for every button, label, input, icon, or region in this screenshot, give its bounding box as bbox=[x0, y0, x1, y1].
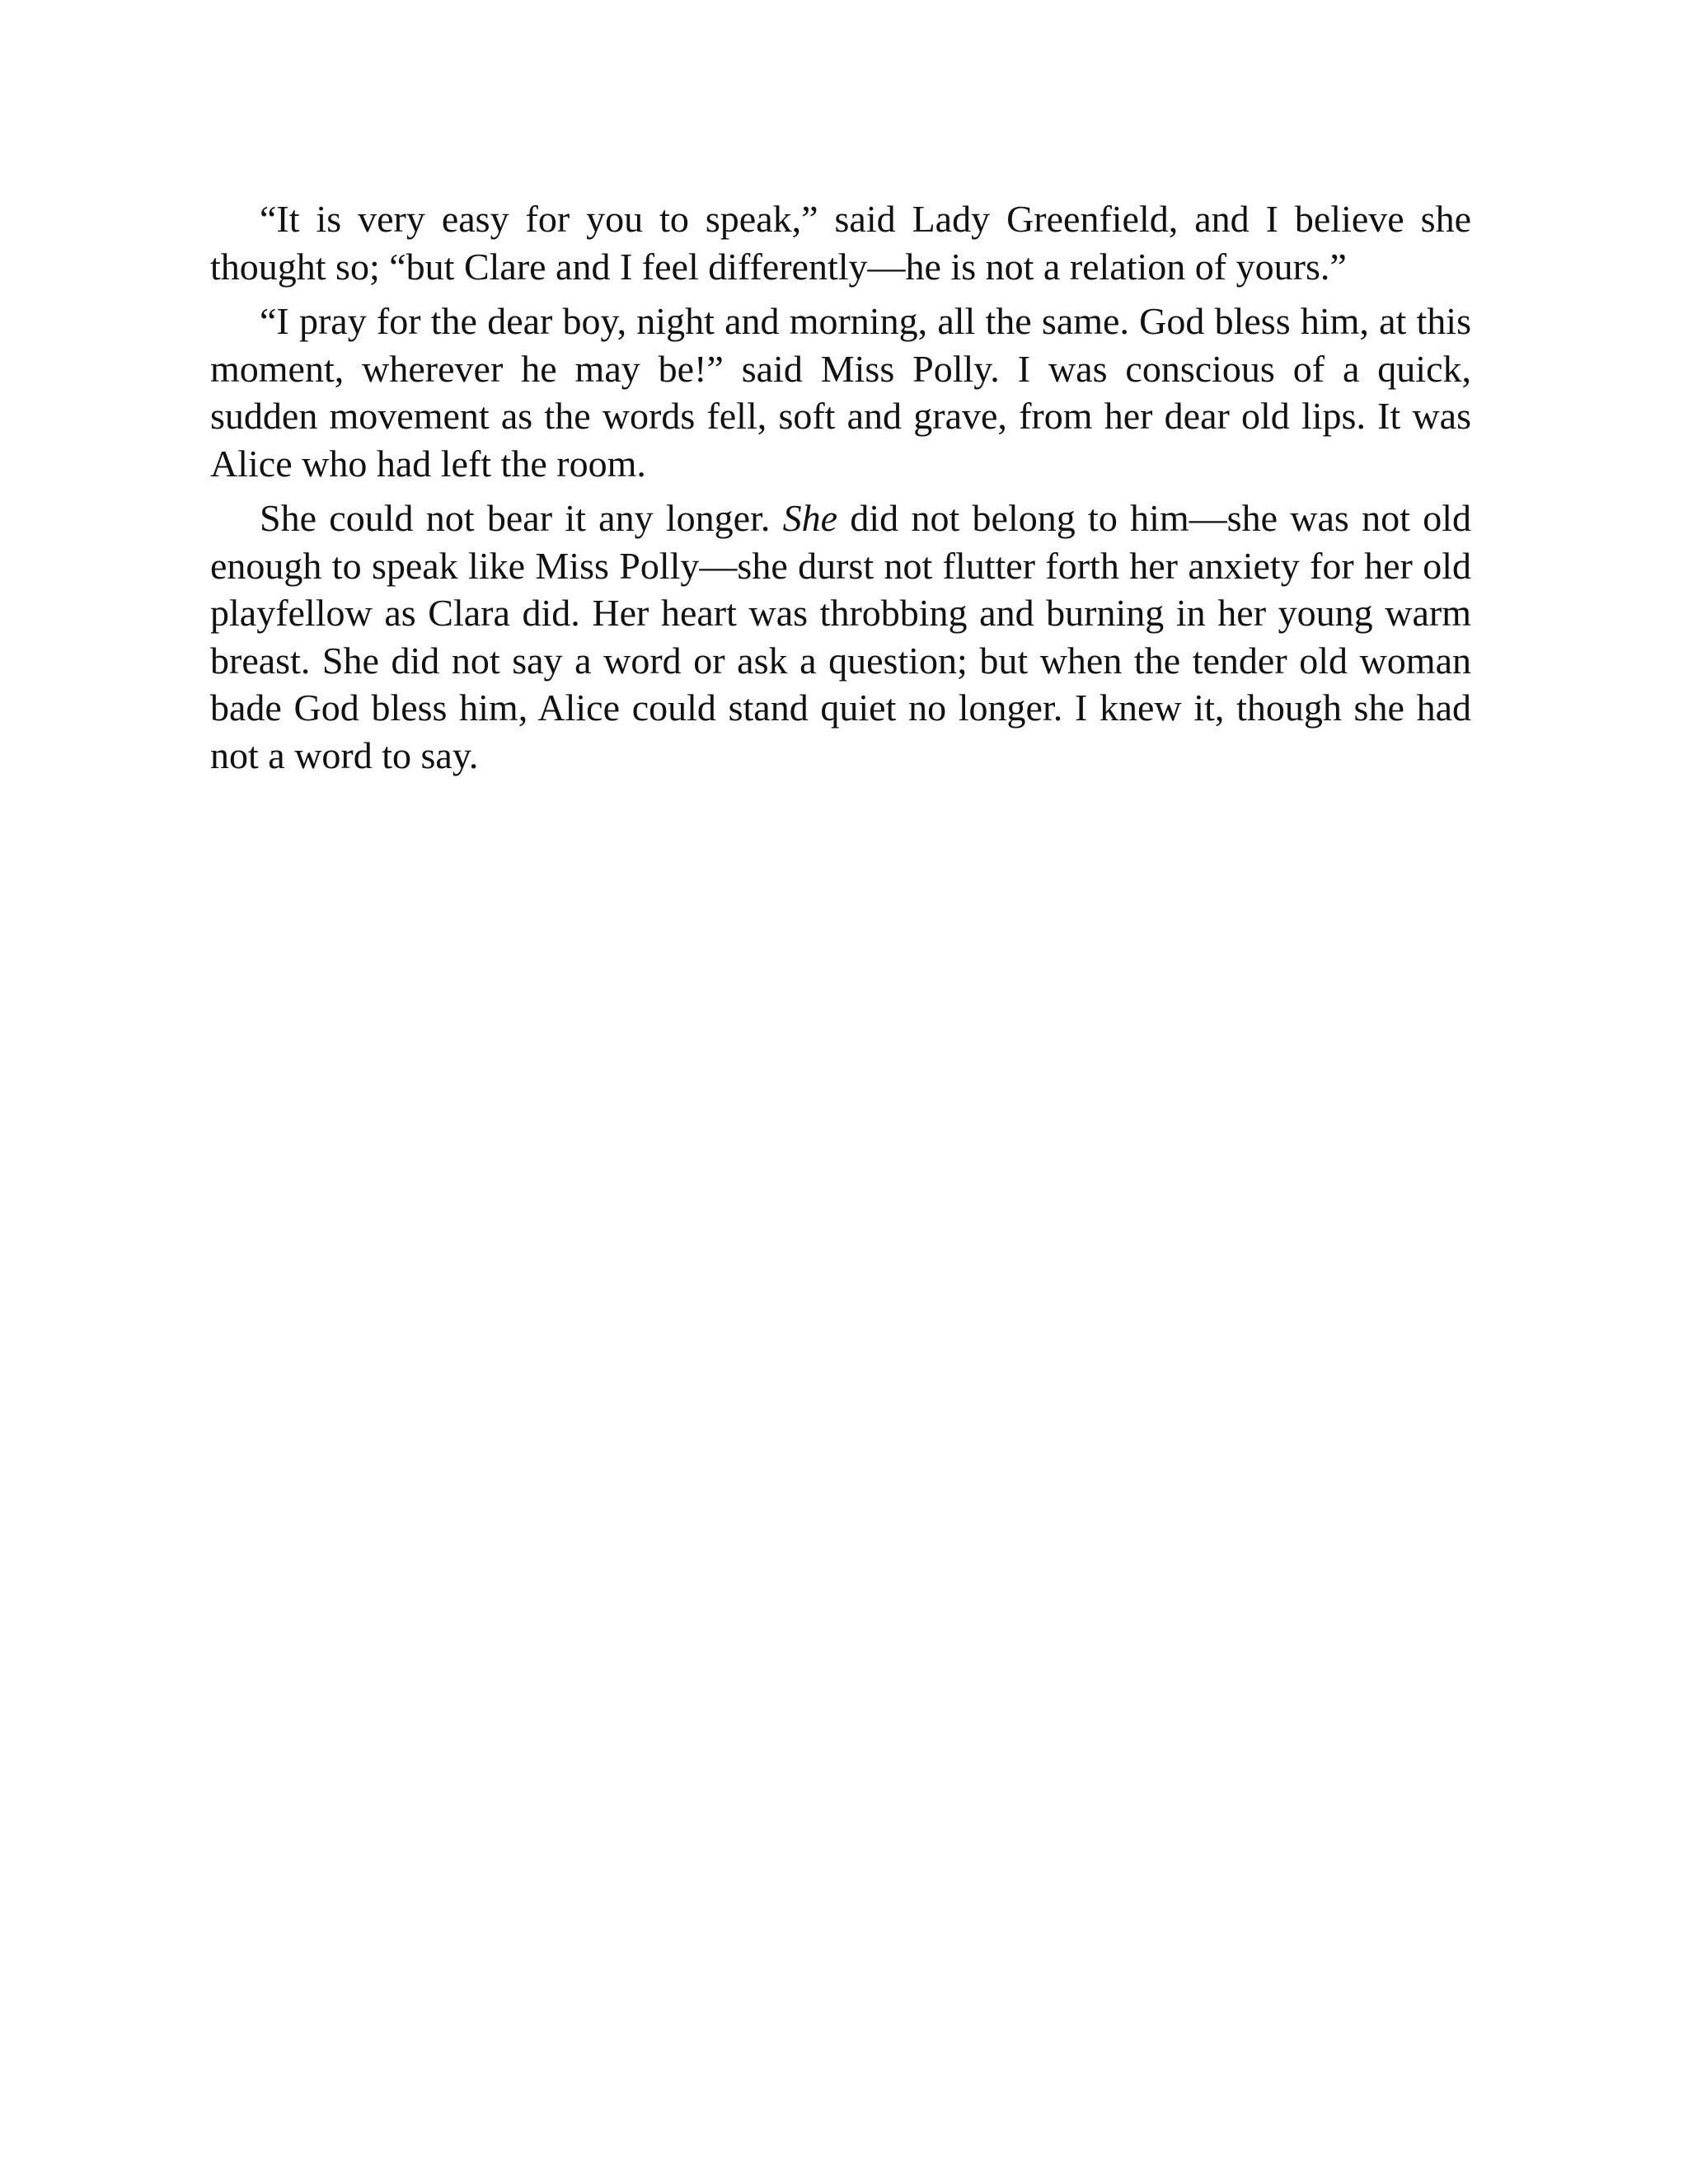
paragraph-3-text-after: did not belong to him—she was not old enough to speak like Miss Polly—she durst not flutter forth her anxiety for her old playfellow as Clara did. Her heart was throbbing and burning in her young warm breast. She did not say a word or ask a question; but when the tender old woman bade God bless him, Alice could stand quiet no longer. I knew it, though she had not a word to say. bbox=[210, 497, 1471, 776]
body-text bbox=[210, 195, 1471, 786]
paragraph-3-emphasis: She bbox=[782, 497, 838, 539]
paragraph-3-text-before: She could not bear it any longer. bbox=[260, 497, 783, 539]
paragraph-1 bbox=[210, 195, 1471, 290]
paragraph-3 bbox=[210, 494, 1471, 779]
paragraph-2-text: “I pray for the dear boy, night and morning, all the same. God bless him, at this moment, wherever he may be!” said Miss Polly. I was conscious of a quick, sudden movement as the words fell, soft and grave, from her dear old lips. It was Alice who had left the room. bbox=[210, 300, 1471, 485]
paragraph-1-text: “It is very easy for you to speak,” said Lady Greenfield, and I believe she thought so; “but Clare and I feel differently—he is not a relation of yours.” bbox=[210, 198, 1471, 288]
paragraph-2 bbox=[210, 298, 1471, 487]
